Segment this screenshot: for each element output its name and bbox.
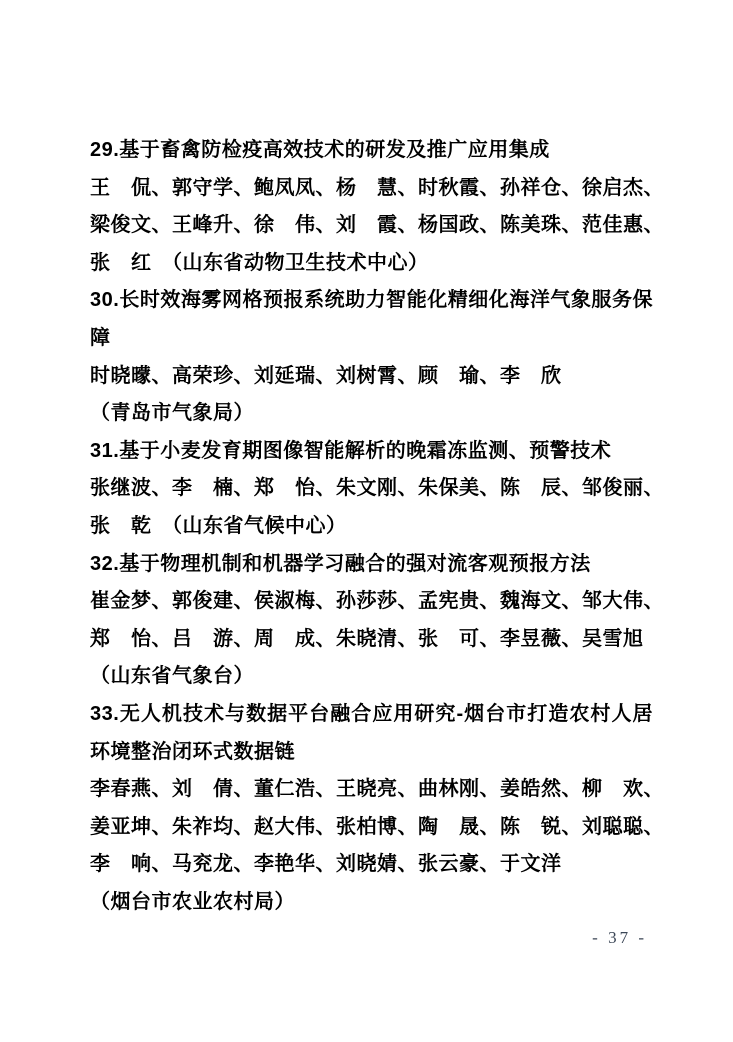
item-title: 32.基于物理机制和机器学习融合的强对流客观预报方法	[90, 552, 591, 575]
list-item-30	[90, 282, 653, 432]
item-authors-line: 李 响、马兖龙、李艳华、刘晓婧、张云豪、于文洋	[90, 853, 562, 876]
item-title: 30.长时效海雾网格预报系统助力智能化精细化海洋气象服务保	[90, 289, 653, 312]
item-authors-line: 时晓曚、高荣珍、刘延瑞、刘树霄、顾 瑜、李 欣	[90, 364, 562, 387]
page-number: - 37 -	[592, 928, 647, 947]
item-authors-line: 李春燕、刘 倩、董仁浩、王晓亮、曲林刚、姜皓然、柳 欢、	[90, 778, 664, 801]
item-authors-line: 梁俊文、王峰升、徐 伟、刘 霞、杨国政、陈美珠、范佳惠、	[90, 214, 664, 237]
item-authors-org-line: 张 乾 （山东省气候中心）	[90, 514, 347, 537]
item-title: 31.基于小麦发育期图像智能解析的晚霜冻监测、预警技术	[90, 439, 612, 462]
item-title: 29.基于畜禽防检疫高效技术的研发及推广应用集成	[90, 139, 550, 161]
list-item-32	[90, 546, 664, 696]
item-authors-org-line: 张 红 （山东省动物卫生技术中心）	[90, 251, 429, 274]
item-organization: （山东省气象台）	[90, 665, 254, 688]
item-authors-line: 郑 怡、吕 游、周 成、朱晓清、张 可、李昱薇、吴雪旭	[90, 627, 644, 650]
item-title-wrap: 障	[90, 326, 111, 349]
item-authors-line: 王 侃、郭守学、鲍凤凤、杨 慧、时秋霞、孙祥仓、徐启杰、	[90, 176, 664, 199]
item-title: 33.无人机技术与数据平台融合应用研究-烟台市打造农村人居	[90, 702, 653, 725]
list-item-29	[90, 132, 664, 282]
award-list	[90, 132, 664, 921]
item-authors-line: 崔金梦、郭俊建、侯淑梅、孙莎莎、孟宪贵、魏海文、邹大伟、	[90, 590, 664, 613]
item-title-wrap: 环境整治闭环式数据链	[90, 740, 295, 763]
item-authors-line: 姜亚坤、朱祚均、赵大伟、张柏博、陶 晟、陈 锐、刘聪聪、	[90, 815, 664, 838]
item-organization: （青岛市气象局）	[90, 402, 254, 425]
list-item-33	[90, 696, 664, 922]
item-authors-line: 张继波、李 楠、郑 怡、朱文刚、朱保美、陈 辰、邹俊丽、	[90, 477, 664, 500]
item-organization: （烟台市农业农村局）	[90, 890, 295, 913]
list-item-31	[90, 433, 664, 546]
